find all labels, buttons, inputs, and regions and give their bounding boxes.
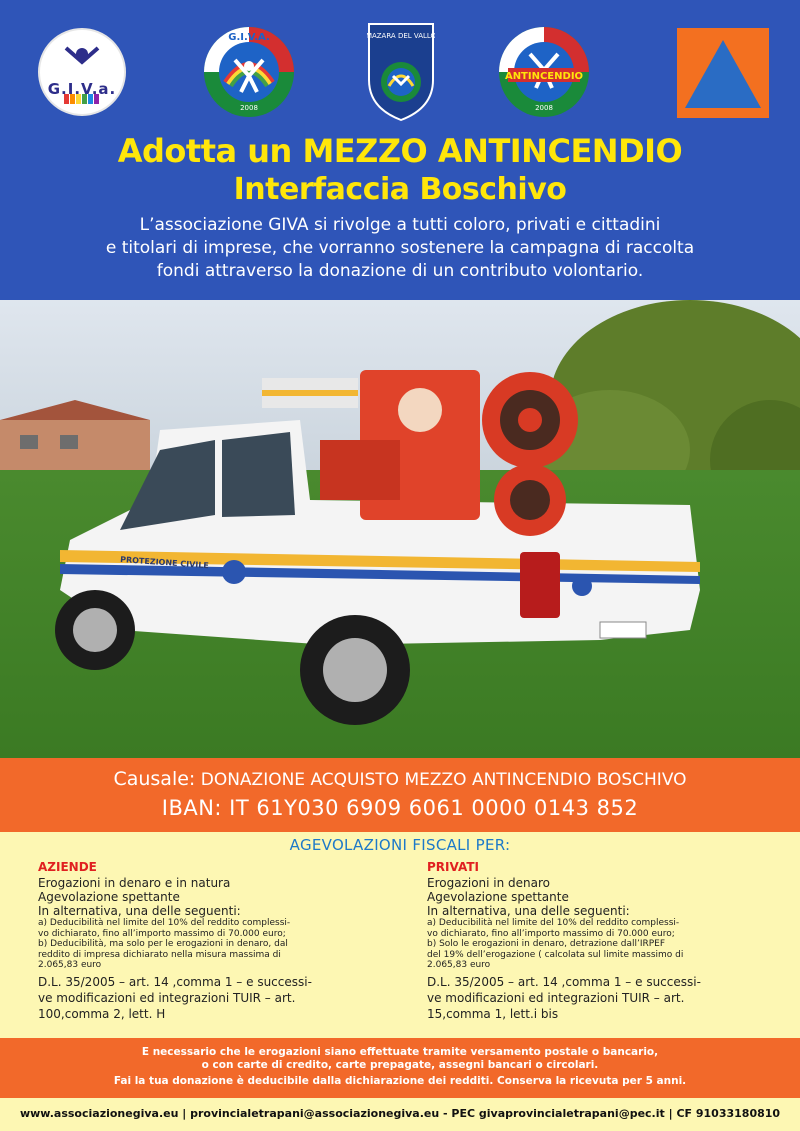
logo-row bbox=[0, 22, 800, 122]
page-title: Adotta un MEZZO ANTINCENDIO bbox=[117, 132, 683, 170]
giva-badge-year: 2008 bbox=[240, 104, 258, 112]
giva-round-logo bbox=[38, 28, 126, 116]
privati-detail-3: b) Solo le erogazioni in denaro, detrazione dall’IRPEF bbox=[427, 939, 666, 949]
blue-triangle-icon bbox=[677, 28, 769, 118]
fire-truck-photo bbox=[0, 300, 800, 760]
aziende-line-1: Erogazioni in denaro e in natura bbox=[38, 876, 231, 890]
giva-round-logo-text: G.I.V.a. bbox=[47, 80, 117, 98]
aziende-detail-4: reddito di impresa dichiarato nella misura massima di bbox=[38, 949, 281, 960]
deduction-note: Fai la tua donazione è deducibile dalla dichiarazione dei redditi. Conserva la ricevuta per 5 anni. bbox=[113, 1075, 687, 1087]
causale-label: Causale: bbox=[113, 768, 196, 790]
privati-line-2: Agevolazione spettante bbox=[427, 890, 569, 904]
aziende-heading: AZIENDE bbox=[38, 860, 97, 874]
protezione-civile-logo bbox=[677, 28, 769, 118]
aziende-line-2: Agevolazione spettante bbox=[38, 890, 180, 904]
giva-badge-title: G.I.V.A. bbox=[228, 32, 270, 43]
intro-line-3: fondi attraverso la donazione di un contributo volontario. bbox=[156, 261, 644, 281]
giva-badge-logo bbox=[203, 26, 295, 122]
intro-paragraph bbox=[30, 214, 770, 283]
intro-line-2: e titolari di imprese, che vorranno sostenere la campagna di raccolta bbox=[105, 238, 695, 258]
agevolazioni-title: AGEVOLAZIONI FISCALI PER: bbox=[289, 836, 511, 854]
aziende-detail-5: 2.065,83 euro bbox=[38, 960, 102, 970]
causale-line bbox=[0, 768, 800, 790]
mazara-shield-logo bbox=[367, 22, 435, 122]
aziende-line-3: In alternativa, una delle seguenti: bbox=[38, 904, 241, 918]
privati-detail-4: del 19% dell’erogazione ( calcolata sul limite massimo di bbox=[427, 949, 684, 960]
aziende-law-2: ve modificazioni ed integrazioni TUIR – art. bbox=[38, 990, 296, 1005]
privati-column bbox=[427, 860, 767, 1022]
privati-heading: PRIVATI bbox=[427, 860, 479, 874]
aziende-column bbox=[38, 860, 378, 1022]
iban-text: IBAN: IT 61Y030 6909 6061 0000 0143 852 bbox=[161, 796, 639, 820]
privati-line-3: In alternativa, una delle seguenti: bbox=[427, 904, 630, 918]
aziende-law-1: D.L. 35/2005 – art. 14 ,comma 1 – e successi- bbox=[38, 974, 312, 989]
door-label: PROTEZIONE CIVILE bbox=[119, 555, 210, 571]
aziende-law bbox=[38, 974, 378, 1022]
payment-note bbox=[0, 1046, 800, 1072]
shield-text: MAZARA DEL VALLO bbox=[367, 32, 435, 40]
aziende-detail-3: b) Deducibilità, ma solo per le erogazioni in denaro, dal bbox=[38, 939, 288, 949]
privati-law bbox=[427, 974, 767, 1022]
footer-contacts: www.associazionegiva.eu | provincialetrapani@associazionegiva.eu - PEC givaprovincialetrapani@pec.it | CF 91033180810 bbox=[19, 1107, 781, 1120]
giva-badge-icon bbox=[203, 26, 295, 118]
payment-note-line-1: E necessario che le erogazioni siano effettuate tramite versamento postale o bancario, bbox=[141, 1046, 659, 1058]
privati-law-2: ve modificazioni ed integrazioni TUIR – art. bbox=[427, 990, 685, 1005]
privati-detail-5: 2.065,83 euro bbox=[427, 960, 491, 970]
causale-value: DONAZIONE ACQUISTO MEZZO ANTINCENDIO BOSCHIVO bbox=[200, 770, 687, 790]
payment-note-line-2: o con carte di credito, carte prepagate, assegni bancari o circolari. bbox=[201, 1059, 599, 1071]
privati-line-1: Erogazioni in denaro bbox=[427, 876, 551, 890]
shield-icon bbox=[367, 22, 435, 122]
antincendio-badge-logo bbox=[498, 26, 590, 122]
page-subtitle: Interfaccia Boschivo bbox=[233, 172, 567, 207]
aziende-detail-2: vo dichiarato, fino all’importo massimo di 70.000 euro; bbox=[38, 928, 286, 939]
giva-figure-icon bbox=[42, 32, 122, 112]
privati-law-1: D.L. 35/2005 – art. 14 ,comma 1 – e successi- bbox=[427, 974, 701, 989]
antincendio-badge-year: 2008 bbox=[535, 104, 553, 112]
intro-line-1: L’associazione GIVA si rivolge a tutti coloro, privati e cittadini bbox=[139, 215, 661, 235]
privati-detail-2: vo dichiarato, fino all’importo massimo di 70.000 euro; bbox=[427, 928, 675, 939]
aziende-detail-1: a) Deducibilità nel limite del 10% del reddito complessi- bbox=[38, 918, 291, 928]
privati-detail-1: a) Deducibilità nel limite del 10% del reddito complessi- bbox=[427, 918, 680, 928]
privati-law-3: 15,comma 1, lett.i bis bbox=[427, 1006, 559, 1021]
antincendio-badge-text: ANTINCENDIO bbox=[504, 71, 584, 82]
aziende-law-3: 100,comma 2, lett. H bbox=[38, 1006, 166, 1021]
antincendio-badge-icon bbox=[498, 26, 590, 118]
